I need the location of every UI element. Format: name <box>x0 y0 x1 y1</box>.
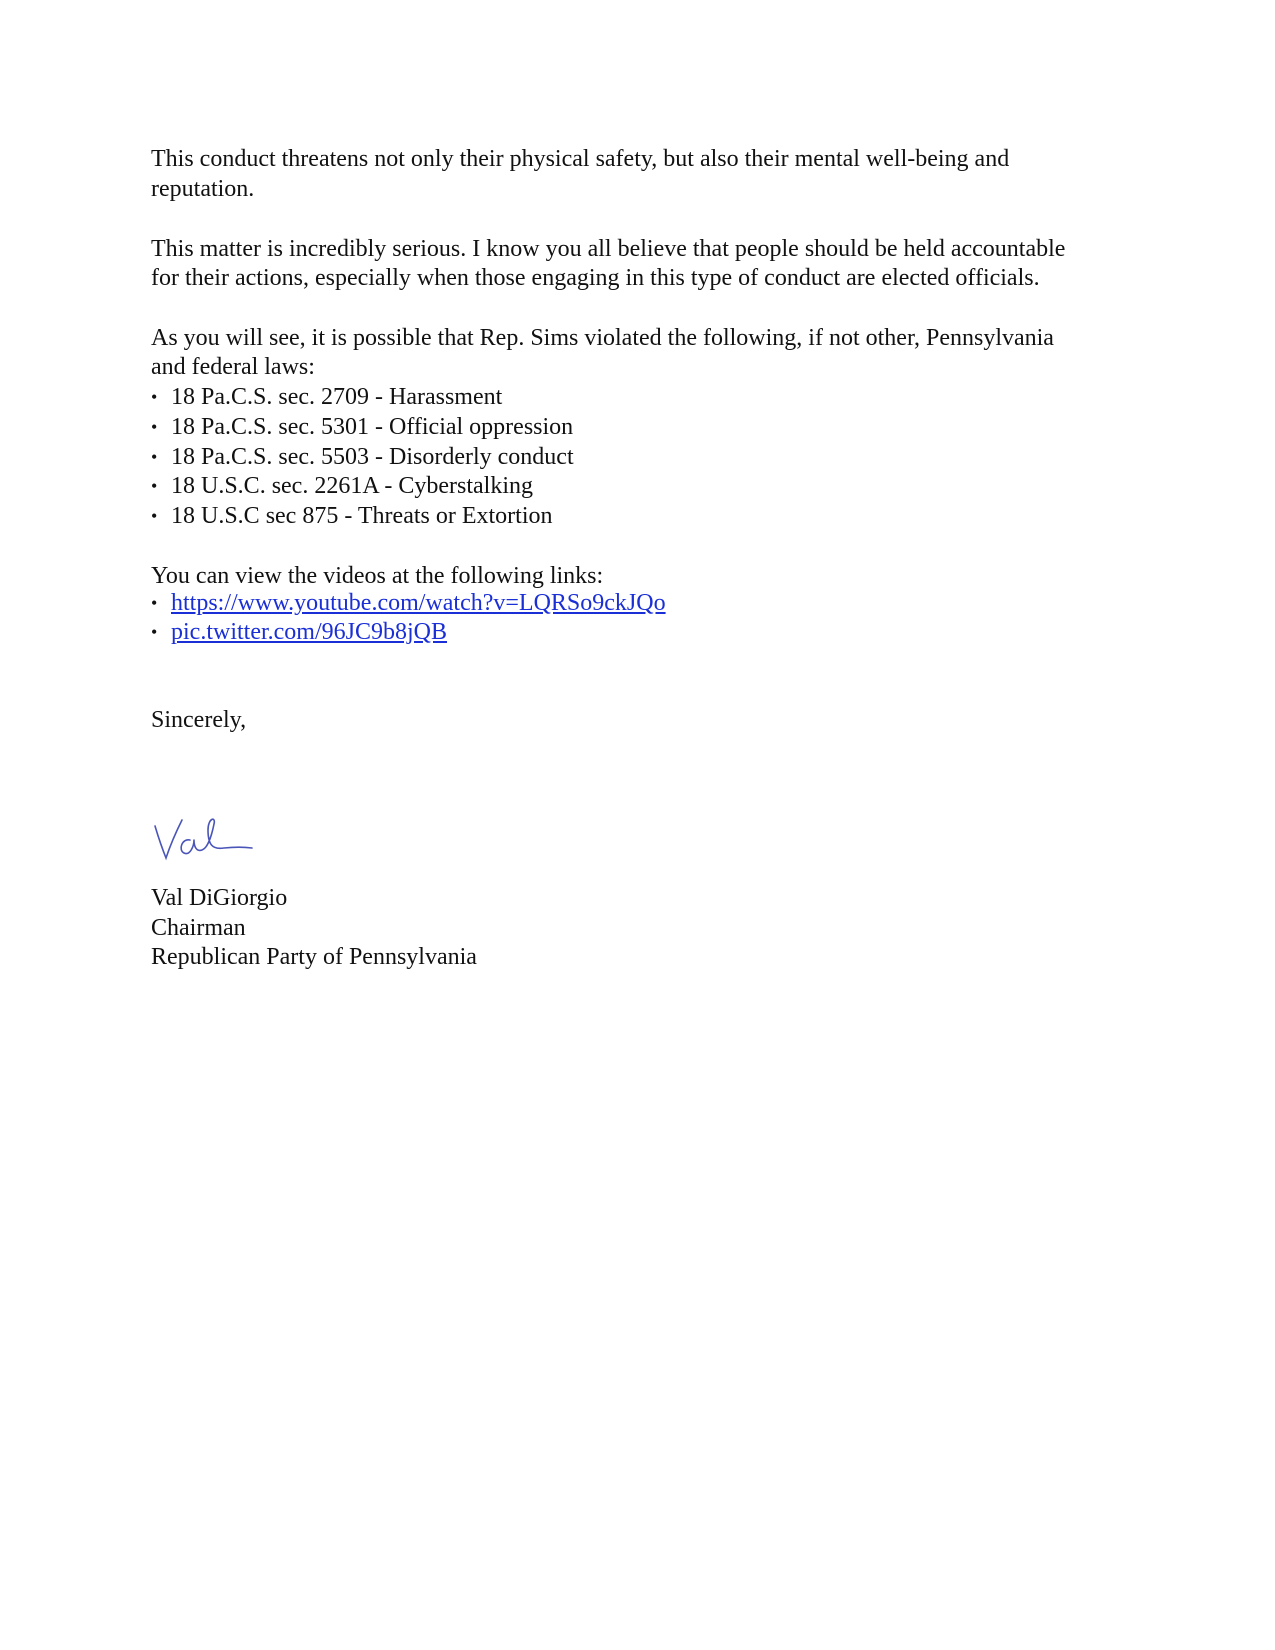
signer-name: Val DiGiorgio <box>151 885 288 911</box>
bullet-icon: • <box>151 387 158 407</box>
paragraph-1-line-1: This conduct threatens not only their physical safety, but also their mental well-being and <box>151 146 1010 172</box>
law-item-text: 18 Pa.C.S. sec. 5503 - Disorderly conduct <box>171 444 574 470</box>
paragraph-2-line-1: This matter is incredibly serious. I know you all believe that people should be held accountable <box>151 236 1066 262</box>
paragraph-2-line-2: for their actions, especially when those engaging in this type of conduct are elected officials. <box>151 265 1040 291</box>
bullet-icon: • <box>151 622 158 642</box>
bullet-icon: • <box>151 593 158 613</box>
twitter-link[interactable]: pic.twitter.com/96JC9b8jQB <box>171 619 447 645</box>
bullet-icon: • <box>151 417 158 437</box>
paragraph-3-line-2: and federal laws: <box>151 354 315 380</box>
closing: Sincerely, <box>151 707 247 733</box>
signer-title: Chairman <box>151 915 246 941</box>
law-item-text: 18 Pa.C.S. sec. 2709 - Harassment <box>171 384 503 410</box>
bullet-icon: • <box>151 476 158 496</box>
link-list-item <box>151 617 447 647</box>
signer-organization: Republican Party of Pennsylvania <box>151 944 477 970</box>
law-list-item <box>151 412 573 442</box>
handwritten-signature-icon <box>152 810 262 866</box>
law-item-text: 18 U.S.C sec 875 - Threats or Extortion <box>171 503 553 529</box>
bullet-icon: • <box>151 506 158 526</box>
law-list-item <box>151 442 574 472</box>
paragraph-3-line-1: As you will see, it is possible that Rep. Sims violated the following, if not other, Pennsylvania <box>151 325 1054 351</box>
law-list-item <box>151 471 533 501</box>
law-list-item <box>151 382 502 412</box>
links-intro: You can view the videos at the following links: <box>151 563 604 589</box>
law-list-item <box>151 501 553 531</box>
law-item-text: 18 U.S.C. sec. 2261A - Cyberstalking <box>171 473 533 499</box>
youtube-link[interactable]: https://www.youtube.com/watch?v=LQRSo9ckJQo <box>171 590 666 616</box>
paragraph-1-line-2: reputation. <box>151 176 255 202</box>
bullet-icon: • <box>151 447 158 467</box>
law-item-text: 18 Pa.C.S. sec. 5301 - Official oppression <box>171 414 574 440</box>
link-list-item <box>151 588 666 618</box>
